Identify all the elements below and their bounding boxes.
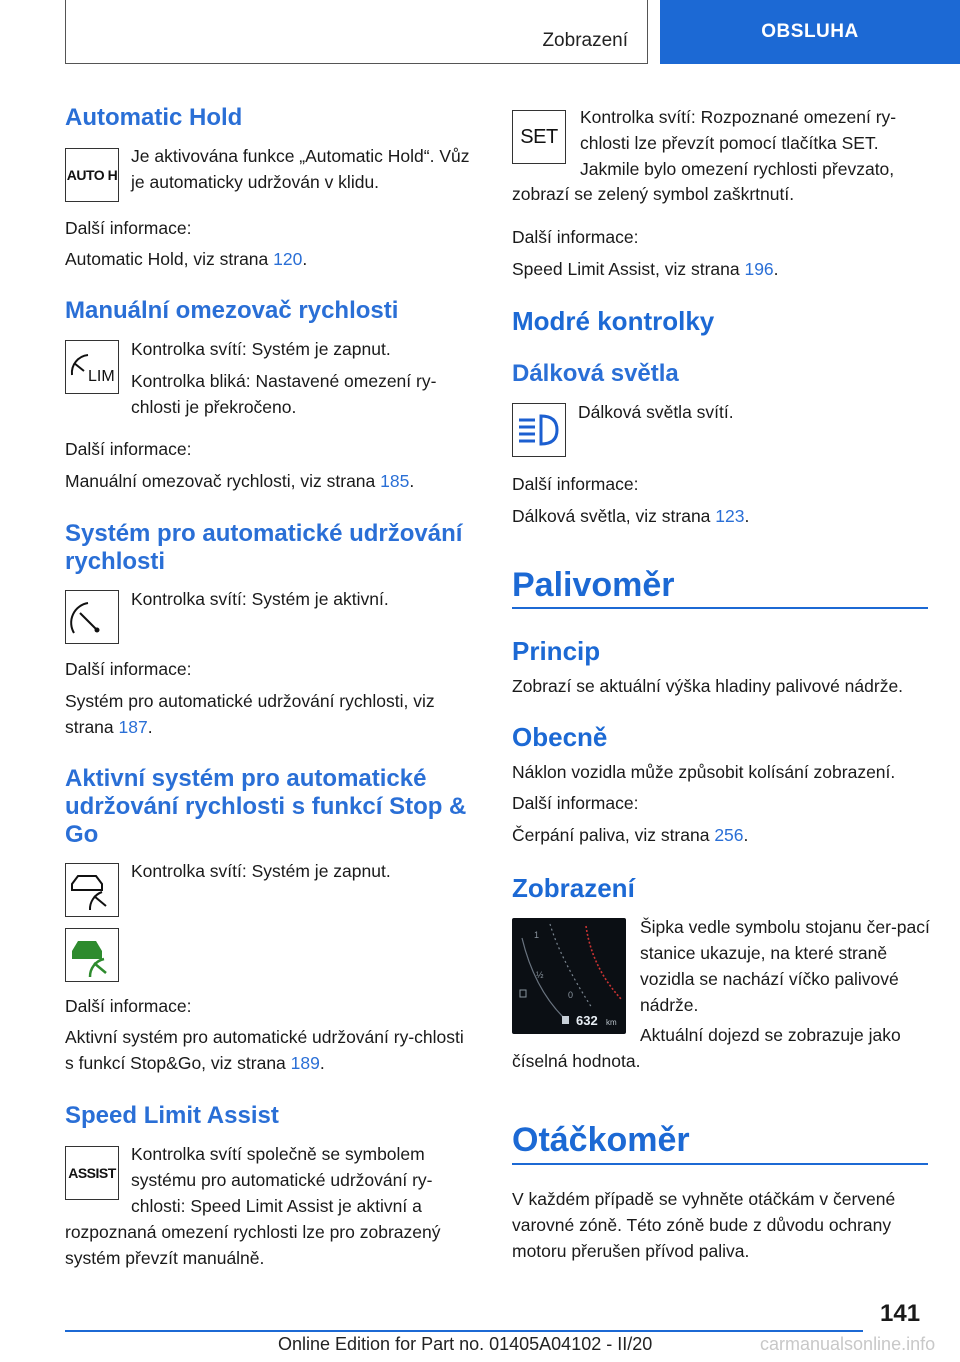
auto-hold-heading: Automatic Hold	[65, 104, 243, 131]
speed-assist-text-b: rozpoznaná omezení rychlosti lze pro zobrazený systém převzít manuálně.	[65, 1222, 441, 1268]
cruise-more: Další informace:	[65, 659, 192, 679]
auto-hold-more: Další informace:	[65, 218, 192, 238]
acc-text: Kontrolka svítí: Systém je zapnut.	[131, 861, 391, 881]
set-more: Další informace:	[512, 227, 639, 247]
acc-heading: Aktivní systém pro automatické udržování rychlosti s funkcí Stop & Go	[65, 765, 467, 848]
chapter-label: OBSLUHA	[761, 21, 859, 42]
fuel-ref: Čerpání paliva, viz strana 256.	[512, 825, 749, 845]
gauge-label-half: ½	[536, 970, 544, 980]
cruise-page-link[interactable]: 187	[118, 717, 148, 737]
header-section-title: Zobrazení	[542, 30, 628, 51]
display-text-1: Šipka vedle symbolu stojanu čer-pací stanice ukazuje, na které straně vozidla se nachází víčko palivové nádrže.	[640, 917, 930, 1015]
high-beam-icon	[512, 403, 566, 457]
set-text-b: zobrazí se zelený symbol zaškrtnutí.	[512, 184, 795, 204]
set-text-a: Kontrolka svítí: Rozpoznané omezení ry-chlosti lze převzít pomocí tlačítka SET. Jakmile bylo omezení rychlosti převzato,	[580, 107, 897, 179]
manual-limiter-more: Další informace:	[65, 439, 192, 459]
fuel-gauge-image	[512, 918, 626, 1034]
auto-hold-icon: AUTO H	[65, 148, 119, 202]
high-beam-more: Další informace:	[512, 474, 639, 494]
auto-hold-page-link[interactable]: 120	[273, 249, 303, 269]
manual-limiter-text-1: Kontrolka svítí: Systém je zapnut.	[131, 339, 391, 359]
set-ref: Speed Limit Assist, viz strana 196.	[512, 259, 779, 279]
cruise-text: Kontrolka svítí: Systém je aktivní.	[131, 589, 389, 609]
fuel-page-link[interactable]: 256	[714, 825, 744, 845]
page-number: 141	[880, 1300, 921, 1327]
manual-limiter-heading: Manuální omezovač rychlosti	[65, 297, 399, 324]
acc-more: Další informace:	[65, 996, 192, 1016]
speed-limiter-icon	[65, 340, 119, 394]
high-beam-page-link[interactable]: 123	[715, 506, 745, 526]
svg-text:LIM: LIM	[88, 368, 115, 385]
general-heading: Obecně	[512, 722, 608, 752]
gauge-label-full: 1	[534, 930, 540, 940]
fuel-gauge-rule	[512, 607, 928, 609]
rpm-rule	[512, 1163, 928, 1165]
acc-icon	[65, 863, 119, 917]
footer-rule	[65, 1330, 863, 1332]
manual-limiter-ref: Manuální omezovač rychlosti, viz strana 185.	[65, 471, 415, 491]
cruise-control-icon	[65, 590, 119, 644]
acc-ref: Aktivní systém pro automatické udržování ry-chlosti s funkcí Stop&Go, viz strana 189.	[65, 1027, 464, 1073]
rpm-heading: Otáčkoměr	[512, 1121, 690, 1159]
high-beam-heading: Dálková světla	[512, 360, 679, 387]
acc-active-icon	[65, 928, 119, 982]
gauge-range-unit: km	[606, 1018, 617, 1027]
rpm-text: V každém případě se vyhněte otáčkám v červené varovné zóně. Této zóně bude z důvodu ochrany motoru přerušen přívod paliva.	[512, 1189, 896, 1261]
manual-limiter-page-link[interactable]: 185	[380, 471, 410, 491]
manual-limiter-text-2: Kontrolka bliká: Nastavené omezení ry-chlosti je překročeno.	[131, 371, 437, 417]
auto-hold-ref: Automatic Hold, viz strana 120.	[65, 249, 308, 269]
footer-edition: Online Edition for Part no. 01405A04102 - II/20	[278, 1334, 653, 1354]
speed-assist-icon: ASSIST	[65, 1146, 119, 1200]
cruise-heading: Systém pro automatické udržování rychlosti	[65, 520, 463, 575]
acc-page-link[interactable]: 189	[290, 1053, 320, 1073]
fuel-gauge-heading: Palivoměr	[512, 566, 675, 604]
gauge-range-value: 632	[576, 1013, 598, 1028]
footer-watermark: carmanualsonline.info	[760, 1334, 936, 1354]
general-text: Náklon vozidla může způsobit kolísání zobrazení.	[512, 762, 896, 782]
display-text-2a: Aktuální dojezd se zobrazuje jako	[640, 1025, 901, 1045]
display-heading: Zobrazení	[512, 873, 635, 903]
gauge-label-empty: 0	[568, 990, 574, 1000]
speed-assist-heading: Speed Limit Assist	[65, 1102, 279, 1129]
principle-text: Zobrazí se aktuální výška hladiny palivové nádrže.	[512, 676, 904, 696]
set-page-link[interactable]: 196	[744, 259, 774, 279]
fuel-more: Další informace:	[512, 793, 639, 813]
set-icon: SET	[512, 110, 566, 164]
cruise-ref: Systém pro automatické udržování rychlosti, viz strana 187.	[65, 691, 435, 737]
high-beam-text: Dálková světla svítí.	[578, 402, 734, 422]
header-chapter-tab[interactable]	[660, 0, 960, 64]
auto-hold-text: Je aktivována funkce „Automatic Hold“. Vůz je automaticky udržován v klidu.	[131, 146, 470, 192]
principle-heading: Princip	[512, 636, 601, 666]
blue-lights-heading: Modré kontrolky	[512, 306, 715, 336]
display-text-2b: číselná hodnota.	[512, 1051, 641, 1071]
high-beam-ref: Dálková světla, viz strana 123.	[512, 506, 750, 526]
speed-assist-text-a: Kontrolka svítí společně se symbolem systému pro automatické udržování ry-chlosti: Speed Limit Assist je aktivní a	[131, 1144, 433, 1216]
